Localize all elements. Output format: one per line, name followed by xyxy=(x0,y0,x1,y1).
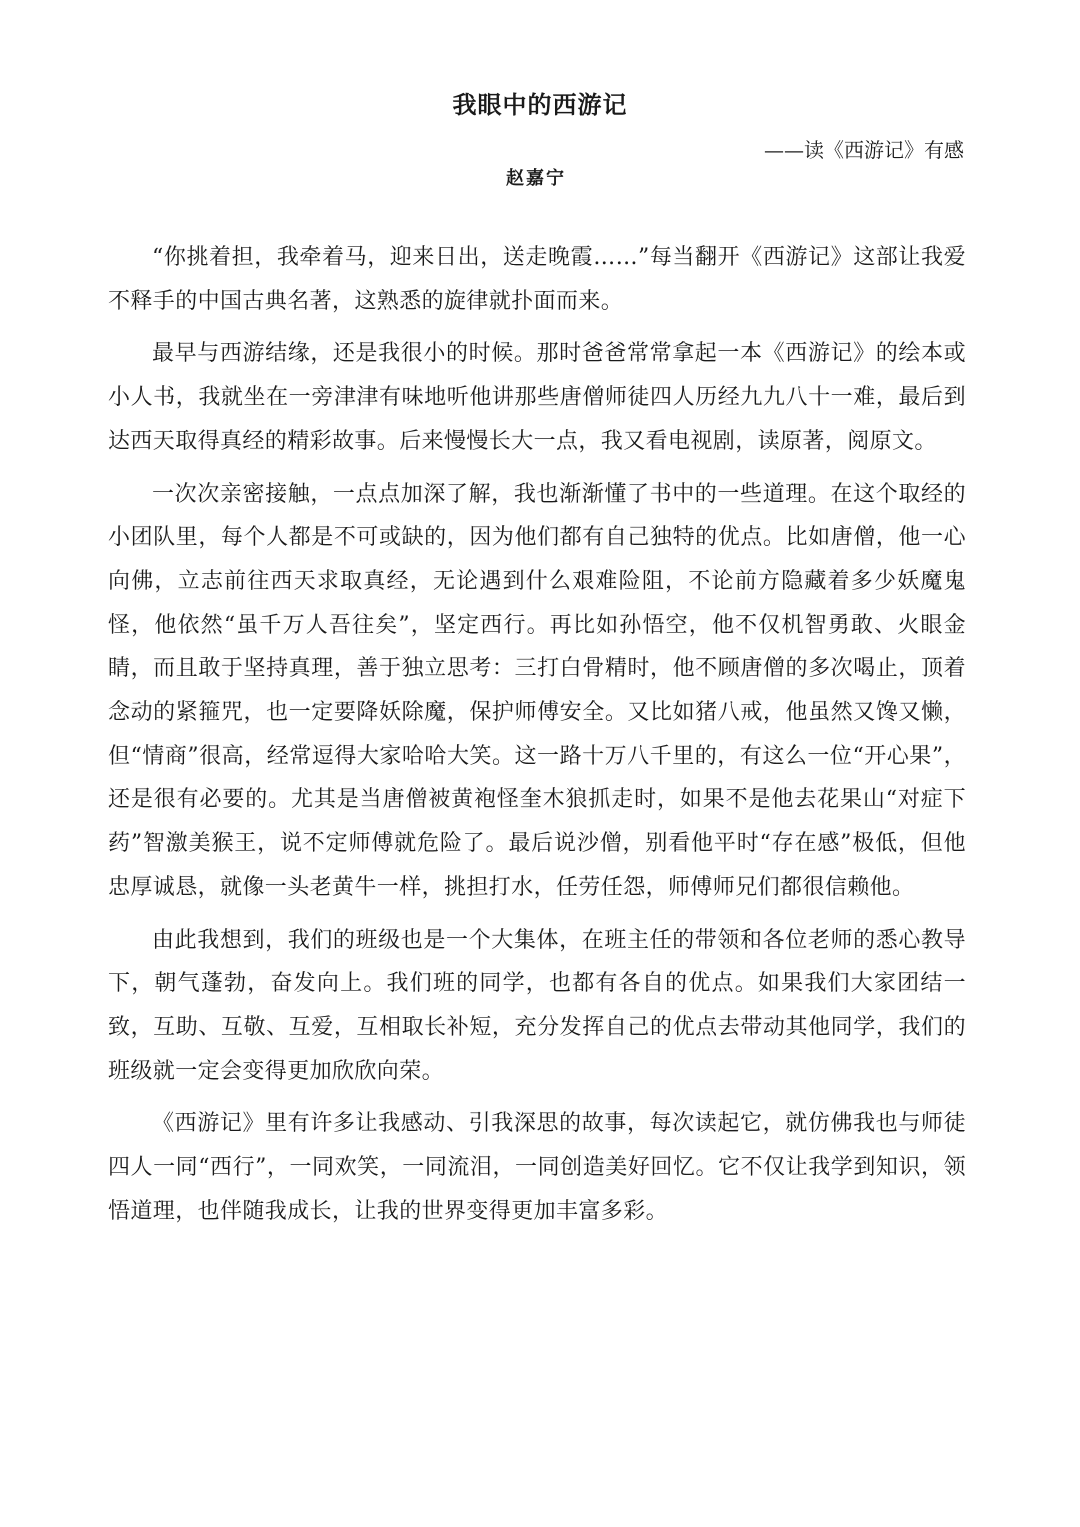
paragraph-2: 最早与西游结缘，还是我很小的时候。那时爸爸常常拿起一本《西游记》的绘本或小人书，我就坐在一旁津津有味地听他讲那些唐僧师徒四人历经九九八十一难，最后到达西天取得真经的精彩故事。后来慢慢长大一点，我又看电视剧，读原著，阅原文。 xyxy=(108,341,966,454)
paragraph-3: 一次次亲密接触，一点点加深了解，我也渐渐懂了书中的一些道理。在这个取经的小团队里，每个人都是不可或缺的，因为他们都有自己独特的优点。比如唐僧，他一心向佛，立志前往西天求取真经，无论遇到什么艰难险阻，不论前方隐藏着多少妖魔鬼怪，他依然“虽千万人吾往矣”，坚定西行。再比如孙悟空，他不仅机智勇敢、火眼金睛，而且敢于坚持真理，善于独立思考：三打白骨精时，他不顾唐僧的多次喝止，顶着念动的紧箍咒，也一定要降妖除魔，保护师傅安全。又比如猪八戒，他虽然又馋又懒，但“情商”很高，经常逗得大家哈哈大笑。这一路十万八千里的，有这么一位“开心果”，还是很有必要的。尤其是当唐僧被黄袍怪奎木狼抓走时，如果不是他去花果山“对症下药”智激美猴王，说不定师傅就危险了。最后说沙僧，别看他平时“存在感”极低，但他忠厚诚恳，就像一头老黄牛一样，挑担打水，任劳任怨，师傅师兄们都很信赖他。 xyxy=(108,481,966,900)
author-name: 赵嘉宁 xyxy=(506,168,566,189)
paragraph-4: 由此我想到，我们的班级也是一个大集体，在班主任的带领和各位老师的悉心教导下，朝气蓬勃，奋发向上。我们班的同学，也都有各自的优点。如果我们大家团结一致，互助、互敬、互爱，互相取长补短，充分发挥自己的优点去带动其他同学，我们的班级就一定会变得更加欣欣向荣。 xyxy=(108,927,966,1084)
essay-body xyxy=(108,236,966,1242)
document-subtitle: ——读《西游记》有感 xyxy=(764,138,964,162)
paragraph-1: “你挑着担，我牵着马，迎来日出，送走晚霞……”每当翻开《西游记》这部让我爱不释手的中国古典名著，这熟悉的旋律就扑面而来。 xyxy=(108,245,966,314)
paragraph-5: 《西游记》里有许多让我感动、引我深思的故事，每次读起它，就仿佛我也与师徒四人一同“西行”，一同欢笑，一同流泪，一同创造美好回忆。它不仅让我学到知识，领悟道理，也伴随我成长，让我的世界变得更加丰富多彩。 xyxy=(108,1111,966,1224)
document-title: 我眼中的西游记 xyxy=(452,90,628,119)
